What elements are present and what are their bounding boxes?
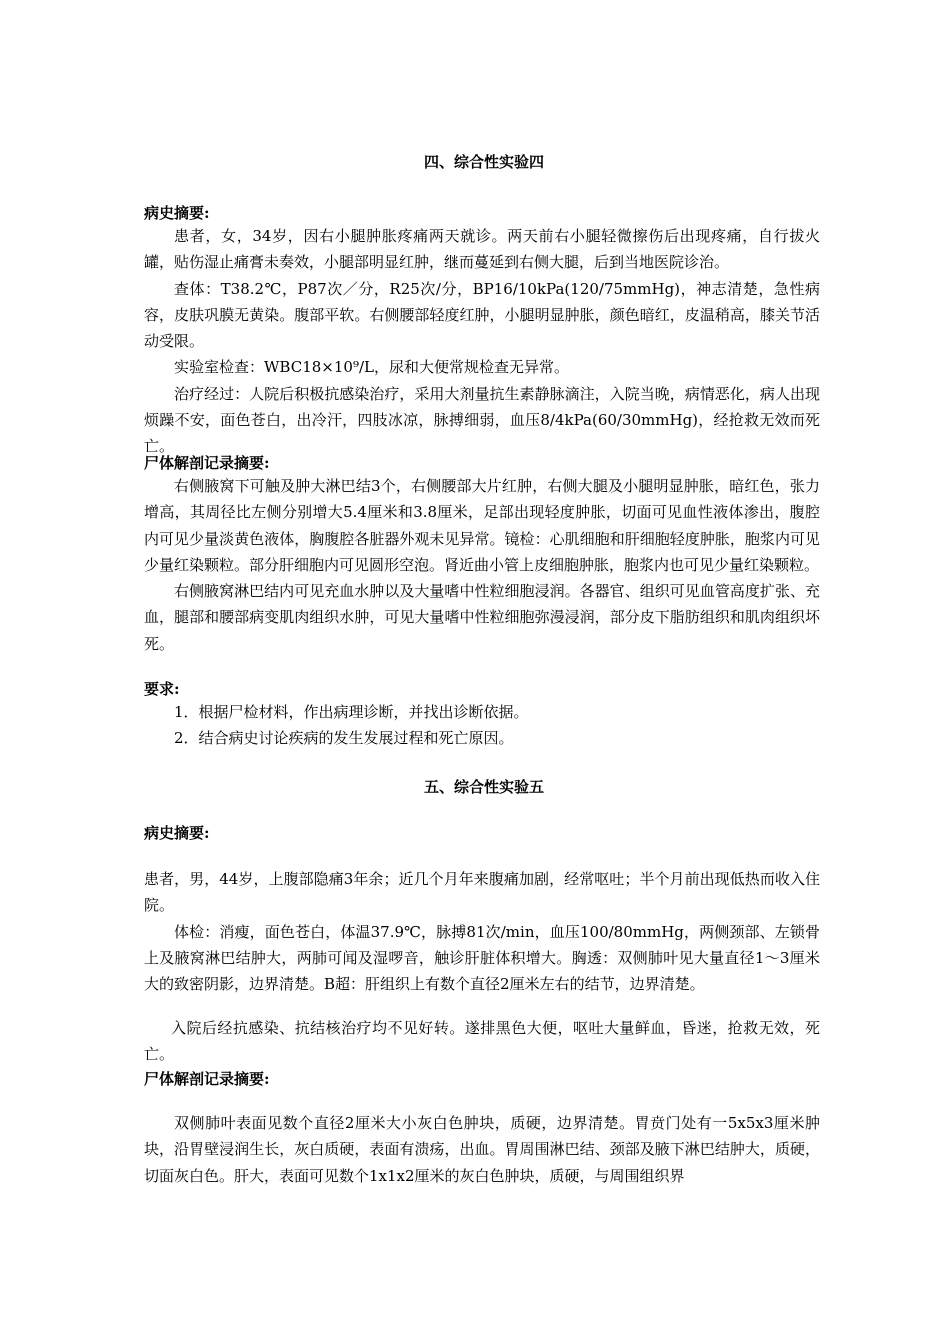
section-title: 五、综合性实验五 <box>423 778 544 796</box>
autopsy-heading: 尸体解剖记录摘要: <box>144 454 270 472</box>
history-block-continued <box>144 1015 820 1068</box>
requirement-item: 1．根据尸检材料，作出病理诊断，并找出诊断依据。 <box>174 703 529 721</box>
history-paragraph: 查体：T38.2℃，P87次／分，R25次/分，BP16/10kPa(120/75mmHg)，神志清楚，急性病容，皮肤巩膜无黄染。腹部平软。右侧腰部轻度红肿，小腿明显肿胀，颜色暗红，皮温稍高，膝关节活动受限。 <box>144 279 820 351</box>
autopsy-block <box>144 473 820 657</box>
history-paragraph: 治疗经过：人院后积极抗感染治疗，采用大剂量抗生素静脉滴注，入院当晚，病情恶化，病人出现烦躁不安，面色苍白，出冷汗，四肢冰凉，脉搏细弱，血压8/4kPa(60/30mmHg)，经抢救无效而死亡。 <box>144 384 820 456</box>
requirements-heading: 要求: <box>144 680 180 698</box>
autopsy-paragraph: 右侧腋窝淋巴结内可见充血水肿以及大量嗜中性粒细胞浸润。各器官、组织可见血管高度扩张、充血，腿部和腰部病变肌肉组织水肿，可见大量嗜中性粒细胞弥漫浸润，部分皮下脂肪组织和肌肉组织坏死。 <box>144 582 820 653</box>
autopsy-heading: 尸体解剖记录摘要: <box>144 1070 270 1088</box>
requirement-item: 2．结合病史讨论疾病的发生发展过程和死亡原因。 <box>174 729 514 747</box>
history-paragraph: 体检：消瘦，面色苍白，体温37.9℃，脉搏81次/min，血压100/80mmHg，两侧颈部、左锁骨上及腋窝淋巴结肿大，两肺可闻及湿啰音，触诊肝脏体积增大。胸透：双侧肺叶见大量直径1～3厘米大的致密阴影，边界清楚。B超：肝组织上有数个直径2厘米左右的结节，边界清楚。 <box>144 922 820 994</box>
history-paragraph: 患者，男，44岁，上腹部隐痛3年余；近几个月年来腹痛加剧，经常呕吐；半个月前出现低热而收入住院。 <box>144 870 820 915</box>
history-paragraph: 实验室检查：WBC18×10⁹/L，尿和大便常规检查无异常。 <box>174 358 569 377</box>
history-paragraph: 患者，女，34岁，因右小腿肿胀疼痛两天就诊。两天前右小腿轻微擦伤后出现疼痛，自行拔火罐，贴伤湿止痛膏未奏效，小腿部明显红肿，继而蔓延到右侧大腿，后到当地医院诊治。 <box>144 227 820 272</box>
autopsy-block <box>144 1110 820 1189</box>
history-heading: 病史摘要: <box>144 204 210 222</box>
requirements-list <box>144 699 820 751</box>
history-paragraph: 入院后经抗感染、抗结核治疗均不见好转。遂排黑色大便，呕吐大量鲜血，昏迷，抢救无效，死亡。 <box>144 1019 820 1064</box>
history-block <box>144 223 820 460</box>
autopsy-paragraph: 双侧肺叶表面见数个直径2厘米大小灰白色肿块，质硬，边界清楚。胃贲门处有一5x5x3厘米肿块，沿胃壁浸润生长，灰白质硬，表面有溃疡，出血。胃周围淋巴结、颈部及腋下淋巴结肿大，质硬，切面灰白色。肝大，表面可见数个1x1x2厘米的灰白色肿块，质硬，与周围组织界 <box>144 1114 820 1185</box>
autopsy-paragraph: 右侧腋窝下可触及肿大淋巴结3个，右侧腰部大片红肿，右侧大腿及小腿明显肿胀，暗红色，张力增高，其周径比左侧分别增大5.4厘米和3.8厘米，足部出现轻度肿胀，切面可见血性液体渗出，腹腔内可见少量淡黄色液体，胸腹腔各脏器外观未见异常。镜检：心肌细胞和肝细胞轻度肿胀，胞浆内可见少量红染颗粒。部分肝细胞内可见圆形空泡。肾近曲小管上皮细胞肿胀，胞浆内也可见少量红染颗粒。 <box>144 477 820 574</box>
history-block <box>144 866 820 997</box>
history-heading: 病史摘要: <box>144 824 210 842</box>
section-title: 四、综合性实验四 <box>423 153 544 171</box>
